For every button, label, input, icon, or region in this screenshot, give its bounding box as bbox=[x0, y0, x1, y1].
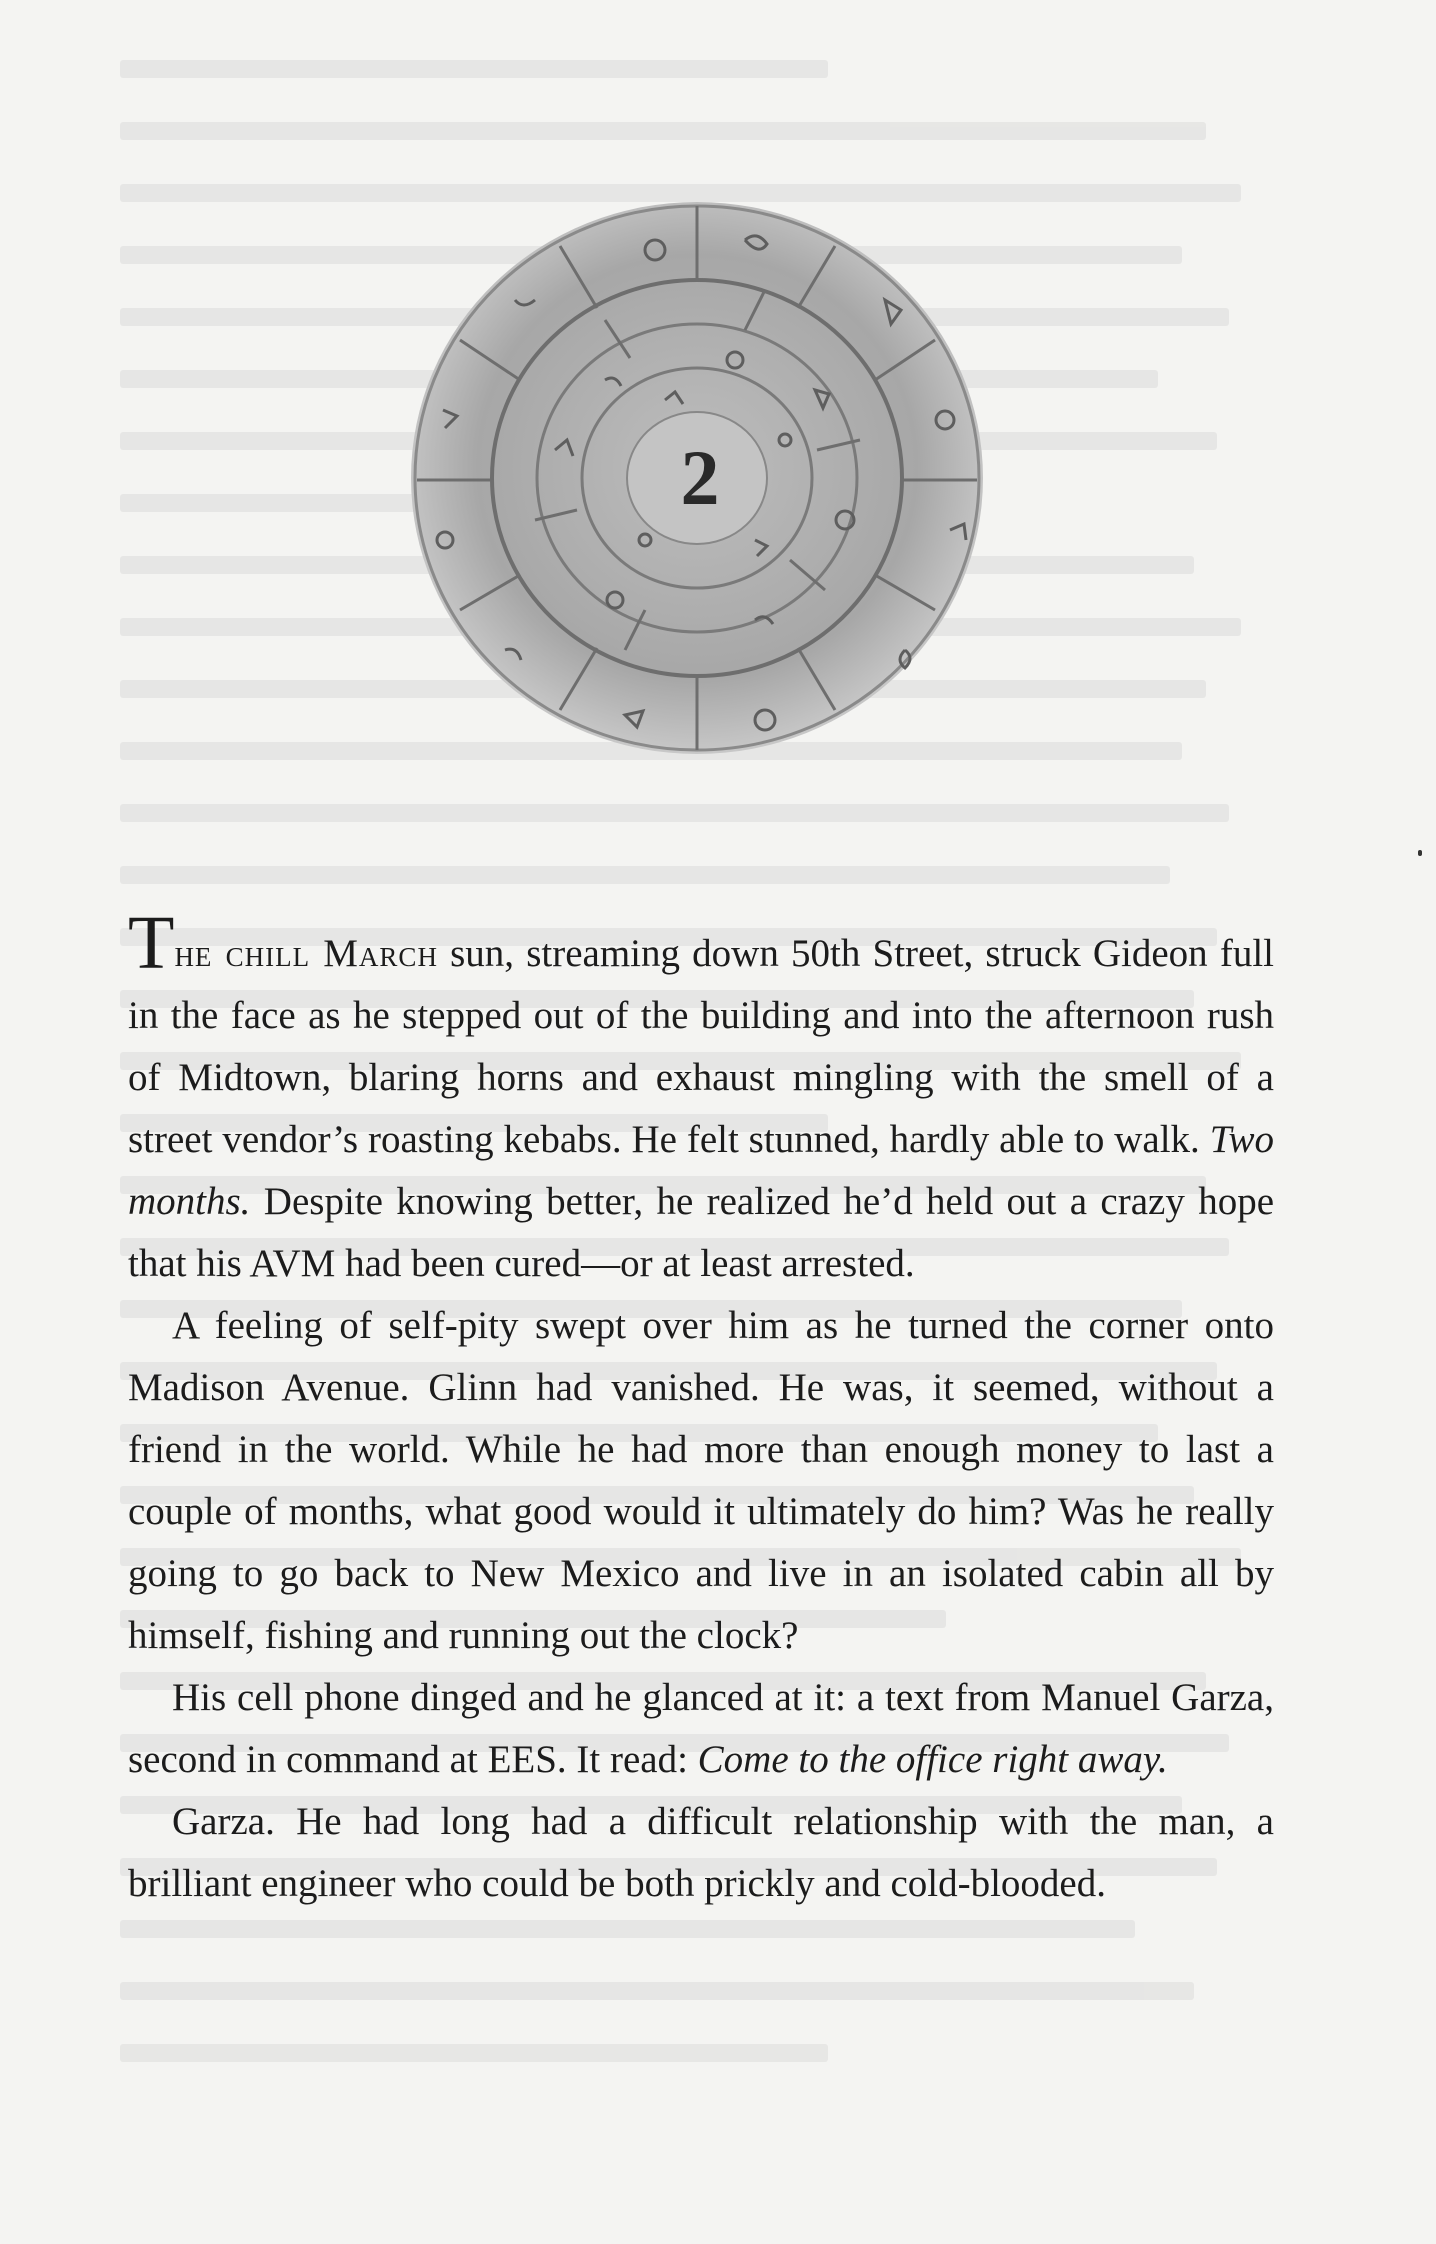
paragraph-3-text: His cell phone dinged and he glanced at it: a text from Manuel Garza, second in command at EES. It read: bbox=[128, 1676, 1274, 1781]
paragraph-1-text: sun, streaming down 50th Street, struck Gideon full in the face as he stepped out of the building and into the afternoon rush of Midtown, blaring horns and exhaust mingling with the smell of a street vendor’s roasting kebabs. He felt stunned, hardly able to walk. bbox=[128, 932, 1275, 1161]
chapter-number: 2 bbox=[680, 434, 720, 521]
paragraph-1-text-end: Despite knowing better, he realized he’d held out a crazy hope that his AVM had been cured—or at least arrested. bbox=[128, 1180, 1274, 1285]
paragraph-1 bbox=[128, 901, 1275, 1295]
paragraph-3 bbox=[128, 1667, 1274, 1791]
drop-cap: T bbox=[128, 901, 175, 985]
chapter-ornament bbox=[405, 190, 995, 760]
page-edge-mark bbox=[1418, 850, 1422, 856]
paragraph-2: A feeling of self-pity swept over him as he turned the corner onto Madison Avenue. Glinn had vanished. He was, it seemed, without a friend in the world. While he had more than enough money to last a couple of months, what good would it ultimately do him? Was he really going to go back to New Mexico and live in an isolated cabin all by himself, fishing and running out the clock? bbox=[128, 1304, 1274, 1657]
small-caps-lead: he chill March bbox=[174, 932, 438, 975]
body-text bbox=[128, 901, 1275, 1915]
paragraph-1-italic: Two months. bbox=[128, 1118, 1274, 1223]
paragraph-3-italic: Come to the office right away. bbox=[697, 1738, 1168, 1781]
paragraph-4: Garza. He had long had a difficult relationship with the man, a brilliant engineer who could be both prickly and cold-blooded. bbox=[128, 1800, 1274, 1905]
